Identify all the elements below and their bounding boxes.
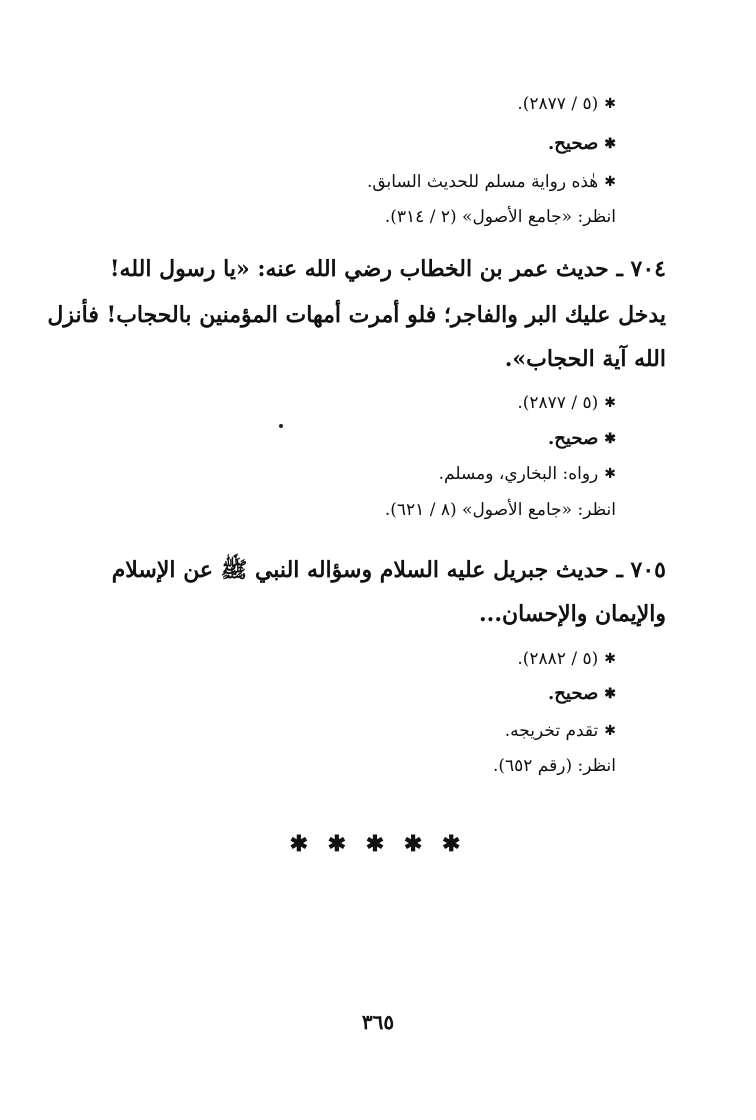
grade-line: [60, 427, 616, 451]
asterisk-icon: ✱: [604, 136, 616, 152]
grade-line: [60, 682, 616, 706]
grade-text: صحيح.: [548, 428, 599, 449]
hadith-704-line-3: الله آية الحجاب».: [504, 346, 666, 372]
reference-text: (٥ / ٢٨٧٧).: [517, 393, 599, 413]
note-line: [60, 719, 616, 743]
see-line: انظر: (رقم ٦٥٢).: [492, 756, 616, 776]
note-line: [60, 462, 616, 486]
reference-line: [60, 92, 616, 116]
see-line: انظر: «جامع الأصول» (٨ / ٦٢١).: [384, 500, 616, 520]
reference-text: (٥ / ٢٨٧٧).: [517, 94, 599, 114]
page-number: ٣٦٥: [361, 1010, 395, 1034]
note-text: رواه: البخاري، ومسلم.: [438, 464, 599, 484]
hadith-704-line-2: يدخل عليك البر والفاجر؛ فلو أمرت أمهات المؤمنين بالحجاب! فأنزل: [47, 302, 666, 328]
reference-line: [60, 391, 616, 415]
ink-speck: [279, 424, 283, 428]
hadith-704-line-1: ٧٠٤ ـ حديث عمر بن الخطاب رضي الله عنه: «يا رسول الله!: [109, 256, 666, 282]
grade-text: صحيح.: [548, 133, 599, 154]
hadith-705-line-1: ٧٠٥ ـ حديث جبريل عليه السلام وسؤاله النبي ﷺ عن الإسلام: [111, 557, 666, 583]
asterisk-icon: ✱: [604, 466, 616, 482]
asterisk-icon: ✱: [604, 96, 616, 112]
see-line: انظر: «جامع الأصول» (٢ / ٣١٤).: [384, 207, 616, 227]
reference-text: (٥ / ٢٨٨٢).: [517, 649, 599, 669]
section-separator: ✱ ✱ ✱ ✱ ✱: [289, 831, 467, 857]
grade-line: [60, 132, 616, 156]
asterisk-icon: ✱: [604, 431, 616, 447]
grade-text: صحيح.: [548, 683, 599, 704]
asterisk-icon: ✱: [604, 686, 616, 702]
asterisk-icon: ✱: [604, 651, 616, 667]
reference-line: [60, 647, 616, 671]
hadith-705-line-2: والإيمان والإحسان...: [479, 601, 666, 627]
asterisk-icon: ✱: [604, 395, 616, 411]
asterisk-icon: ✱: [604, 174, 616, 190]
note-line: [60, 170, 616, 194]
note-text: هٰذه رواية مسلم للحديث السابق.: [366, 172, 599, 192]
asterisk-icon: ✱: [604, 723, 616, 739]
note-text: تقدم تخريجه.: [504, 721, 599, 741]
